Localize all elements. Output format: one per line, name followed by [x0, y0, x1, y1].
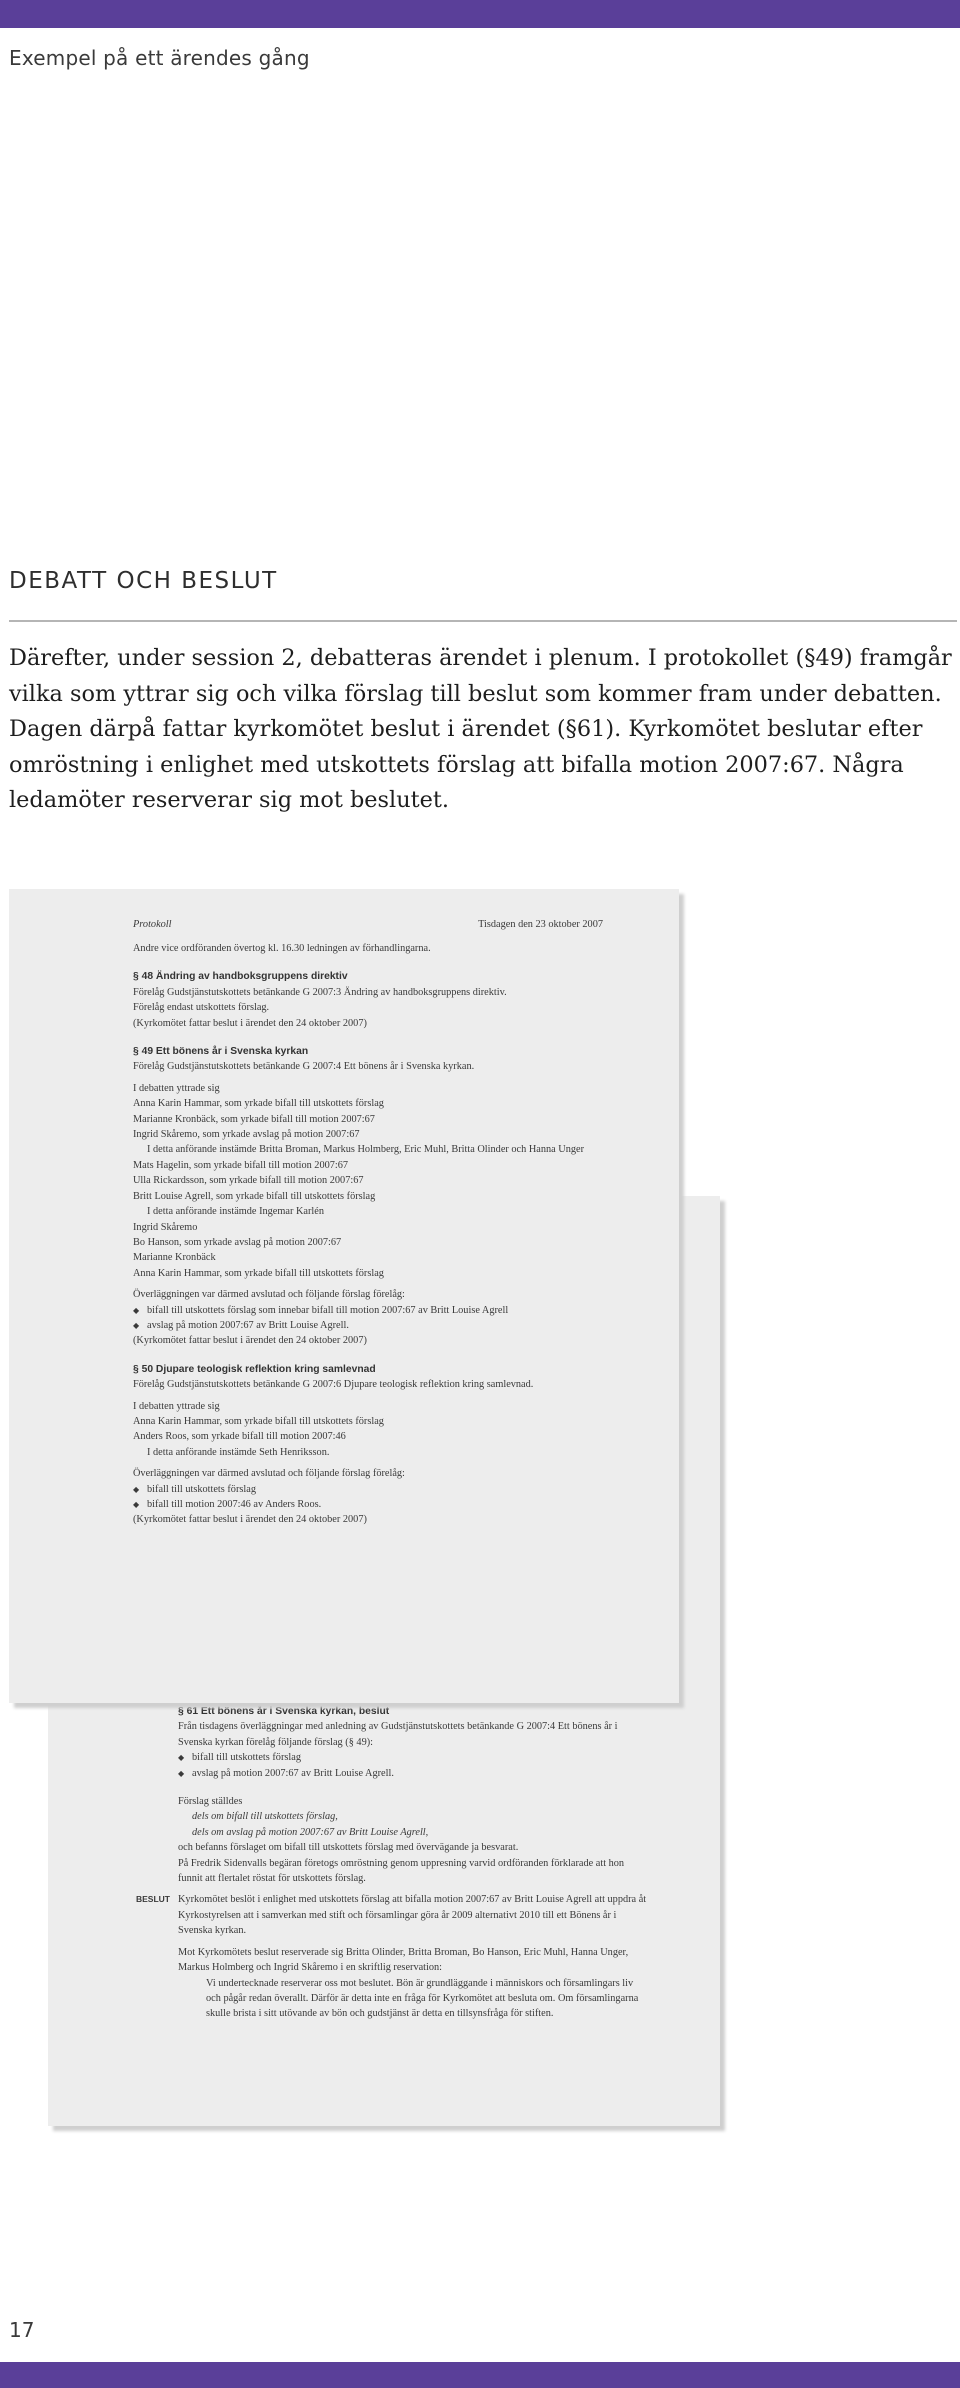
s49-speaker-4: Mats Hagelin, som yrkade bifall till motion 2007:67 [133, 1159, 349, 1171]
s61-vote-1: Förslag ställdes [178, 1796, 243, 1808]
protocol-label: Protokoll [133, 919, 172, 930]
page-number: 17 [9, 2318, 35, 2342]
s48-line3: (Kyrkomötet fattar beslut i ärendet den 24 oktober 2007) [133, 1017, 367, 1029]
section-heading: DEBATT OCH BESLUT [9, 568, 278, 594]
section-49-title: § 49 Ett bönens år i Svenska kyrkan [133, 1046, 309, 1058]
s50-speaker-1: Anna Karin Hammar, som yrkade bifall till utskottets förslag [133, 1415, 384, 1427]
s61-vote-5: På Fredrik Sidenvalls begäran företogs omröstning genom uppresning varvid ordföranden förklarade att hon funnit att flertalet röstat för utskottets förslag. [178, 1857, 625, 1885]
s49-concurrence-2: I detta anförande instämde Ingemar Karlén [147, 1206, 324, 1218]
s49-note: (Kyrkomötet fattar beslut i ärendet den 24 oktober 2007) [133, 1335, 367, 1347]
top-accent-bar [0, 0, 960, 28]
s61-reservation-quote: Vi undertecknade reserverar oss mot beslutet. Bön är grundläggande i människors och församlingars liv och pågår redan överallt. Därför är detta inte en fråga för Kyrkomötet att besluta om. Om församlingarna skulle brista i sitt utövande av bön och gudstjänst är detta en tillsynsfråga för stiften. [206, 1977, 639, 2020]
bullet-icon: ◆ [133, 1484, 140, 1494]
body-paragraph: Därefter, under session 2, debatteras ärendet i plenum. I protokollet (§49) framgår vilka som yttrar sig och vilka förslag till beslut som kommer fram under debatten. Dagen därpå fattar kyrkomötet beslut i ärendet (§61). Kyrkomötet beslutar efter omröstning i enlighet med utskottets förslag att bifalla motion 2007:67. Några ledamöter reserverar sig mot beslutet. [9, 645, 952, 813]
s49-line1: Förelåg Gudstjänstutskottets betänkande G 2007:4 Ett bönens år i Svenska kyrkan. [133, 1061, 475, 1073]
s61-decision-block [136, 1892, 648, 1938]
s49-concurrence-1: I detta anförande instämde Britta Broman, Markus Holmberg, Eric Muhl, Britta Olinder och Hanna Unger [147, 1144, 585, 1156]
s50-note: (Kyrkomötet fattar beslut i ärendet den 24 oktober 2007) [133, 1514, 367, 1526]
section-61-title: § 61 Ett bönens år i Svenska kyrkan, beslut [178, 1706, 390, 1717]
protocol-header [133, 917, 603, 935]
s49-speaker-8: Bo Hanson, som yrkade avslag på motion 2007:67 [133, 1236, 342, 1248]
s61-decision: Kyrkomötet beslöt i enlighet med utskottets förslag att bifalla motion 2007:67 av Britt Louise Agrell att uppdra åt Kyrkostyrelsen att i samverkan med stift och församlingar göra år 2009 alternativt 2010 till ett Bönens år i Svenska kyrkan. [178, 1894, 647, 1937]
bullet-icon: ◆ [133, 1305, 140, 1315]
bottom-accent-bar [0, 2362, 960, 2388]
s49-speaker-2: Marianne Kronbäck, som yrkade bifall till motion 2007:67 [133, 1113, 375, 1125]
decision-margin-label: BESLUT [136, 1894, 170, 1905]
s48-line1: Förelåg Gudstjänstutskottets betänkande G 2007:3 Ändring av handboksgruppens direktiv. [133, 986, 507, 998]
s49-debate-intro: I debatten yttrade sig [133, 1082, 220, 1094]
s49-speaker-6: Britt Louise Agrell, som yrkade bifall till utskottets förslag [133, 1190, 376, 1202]
s49-speaker-3: Ingrid Skåremo, som yrkade avslag på motion 2007:67 [133, 1129, 360, 1141]
s61-vote-2: dels om bifall till utskottets förslag, [192, 1811, 338, 1823]
bullet-icon: ◆ [133, 1320, 140, 1330]
s50-concurrence: I detta anförande instämde Seth Henriksson. [147, 1446, 330, 1458]
bullet-icon: ◆ [178, 1768, 185, 1778]
s50-line1: Förelåg Gudstjänstutskottets betänkande G 2007:6 Djupare teologisk reflektion kring samlevnad. [133, 1379, 534, 1391]
s49-bullet-2: ◆ avslag på motion 2007:67 av Britt Louise Agrell. [133, 1318, 603, 1333]
s50-bullet-1: ◆ bifall till utskottets förslag [133, 1482, 603, 1497]
s49-speaker-5: Ulla Rickardsson, som yrkade bifall till motion 2007:67 [133, 1175, 364, 1187]
s61-bullet-2: ◆ avslag på motion 2007:67 av Britt Louise Agrell. [178, 1766, 648, 1781]
s61-bullet-1: ◆ bifall till utskottets förslag [178, 1750, 648, 1765]
s50-speaker-2: Anders Roos, som yrkade bifall till motion 2007:46 [133, 1431, 346, 1443]
protocol-decision-content [136, 1704, 648, 2022]
s49-speaker-10: Anna Karin Hammar, som yrkade bifall till utskottets förslag [133, 1267, 384, 1279]
section-48-title: § 48 Ändring av handboksgruppens direktiv [133, 971, 348, 983]
s61-line1: Från tisdagens överläggningar med anledning av Gudstjänstutskottets betänkande G 2007:4 Ett bönens år i Svenska kyrkan förelåg följande förslag (§ 49): [178, 1721, 618, 1748]
protocol-page-debate [9, 889, 679, 1703]
bullet-icon: ◆ [178, 1753, 185, 1763]
s49-speaker-9: Marianne Kronbäck [133, 1252, 216, 1264]
s49-closing: Överläggningen var därmed avslutad och följande förslag förelåg: [133, 1289, 405, 1301]
running-title: Exempel på ett ärendes gång [9, 46, 310, 70]
protocol-debate-content [133, 917, 603, 1528]
s49-bullet-1: ◆ bifall till utskottets förslag som innebar bifall till motion 2007:67 av Britt Louise Agrell [133, 1303, 603, 1318]
protocol-intro: Andre vice ordföranden övertog kl. 16.30 ledningen av förhandlingarna. [133, 943, 431, 954]
protocol-date: Tisdagen den 23 oktober 2007 [478, 919, 603, 930]
s61-vote-3: dels om avslag på motion 2007:67 av Britt Louise Agrell, [192, 1826, 429, 1838]
s49-speaker-7: Ingrid Skåremo [133, 1221, 198, 1233]
s61-reservation: Mot Kyrkomötets beslut reserverade sig Britta Olinder, Britta Broman, Bo Hanson, Eric Muhl, Hanna Unger, Markus Holmberg och Ingrid Skåremo i en skriftlig reservation: [178, 1946, 629, 1974]
heading-rule [9, 620, 957, 622]
s61-vote-4: och befanns förslaget om bifall till utskottets förslag med övervägande ja besvarat. [178, 1842, 519, 1854]
bullet-icon: ◆ [133, 1500, 140, 1509]
s50-bullet-2: ◆ bifall till motion 2007:46 av Anders Roos. [133, 1497, 603, 1512]
s49-speaker-1: Anna Karin Hammar, som yrkade bifall till utskottets förslag [133, 1098, 384, 1110]
s50-debate-intro: I debatten yttrade sig [133, 1400, 220, 1412]
s48-line2: Förelåg endast utskottets förslag. [133, 1002, 270, 1014]
section-50-title: § 50 Djupare teologisk reflektion kring samlevnad [133, 1363, 376, 1375]
s50-closing: Överläggningen var därmed avslutad och följande förslag förelåg: [133, 1468, 405, 1480]
